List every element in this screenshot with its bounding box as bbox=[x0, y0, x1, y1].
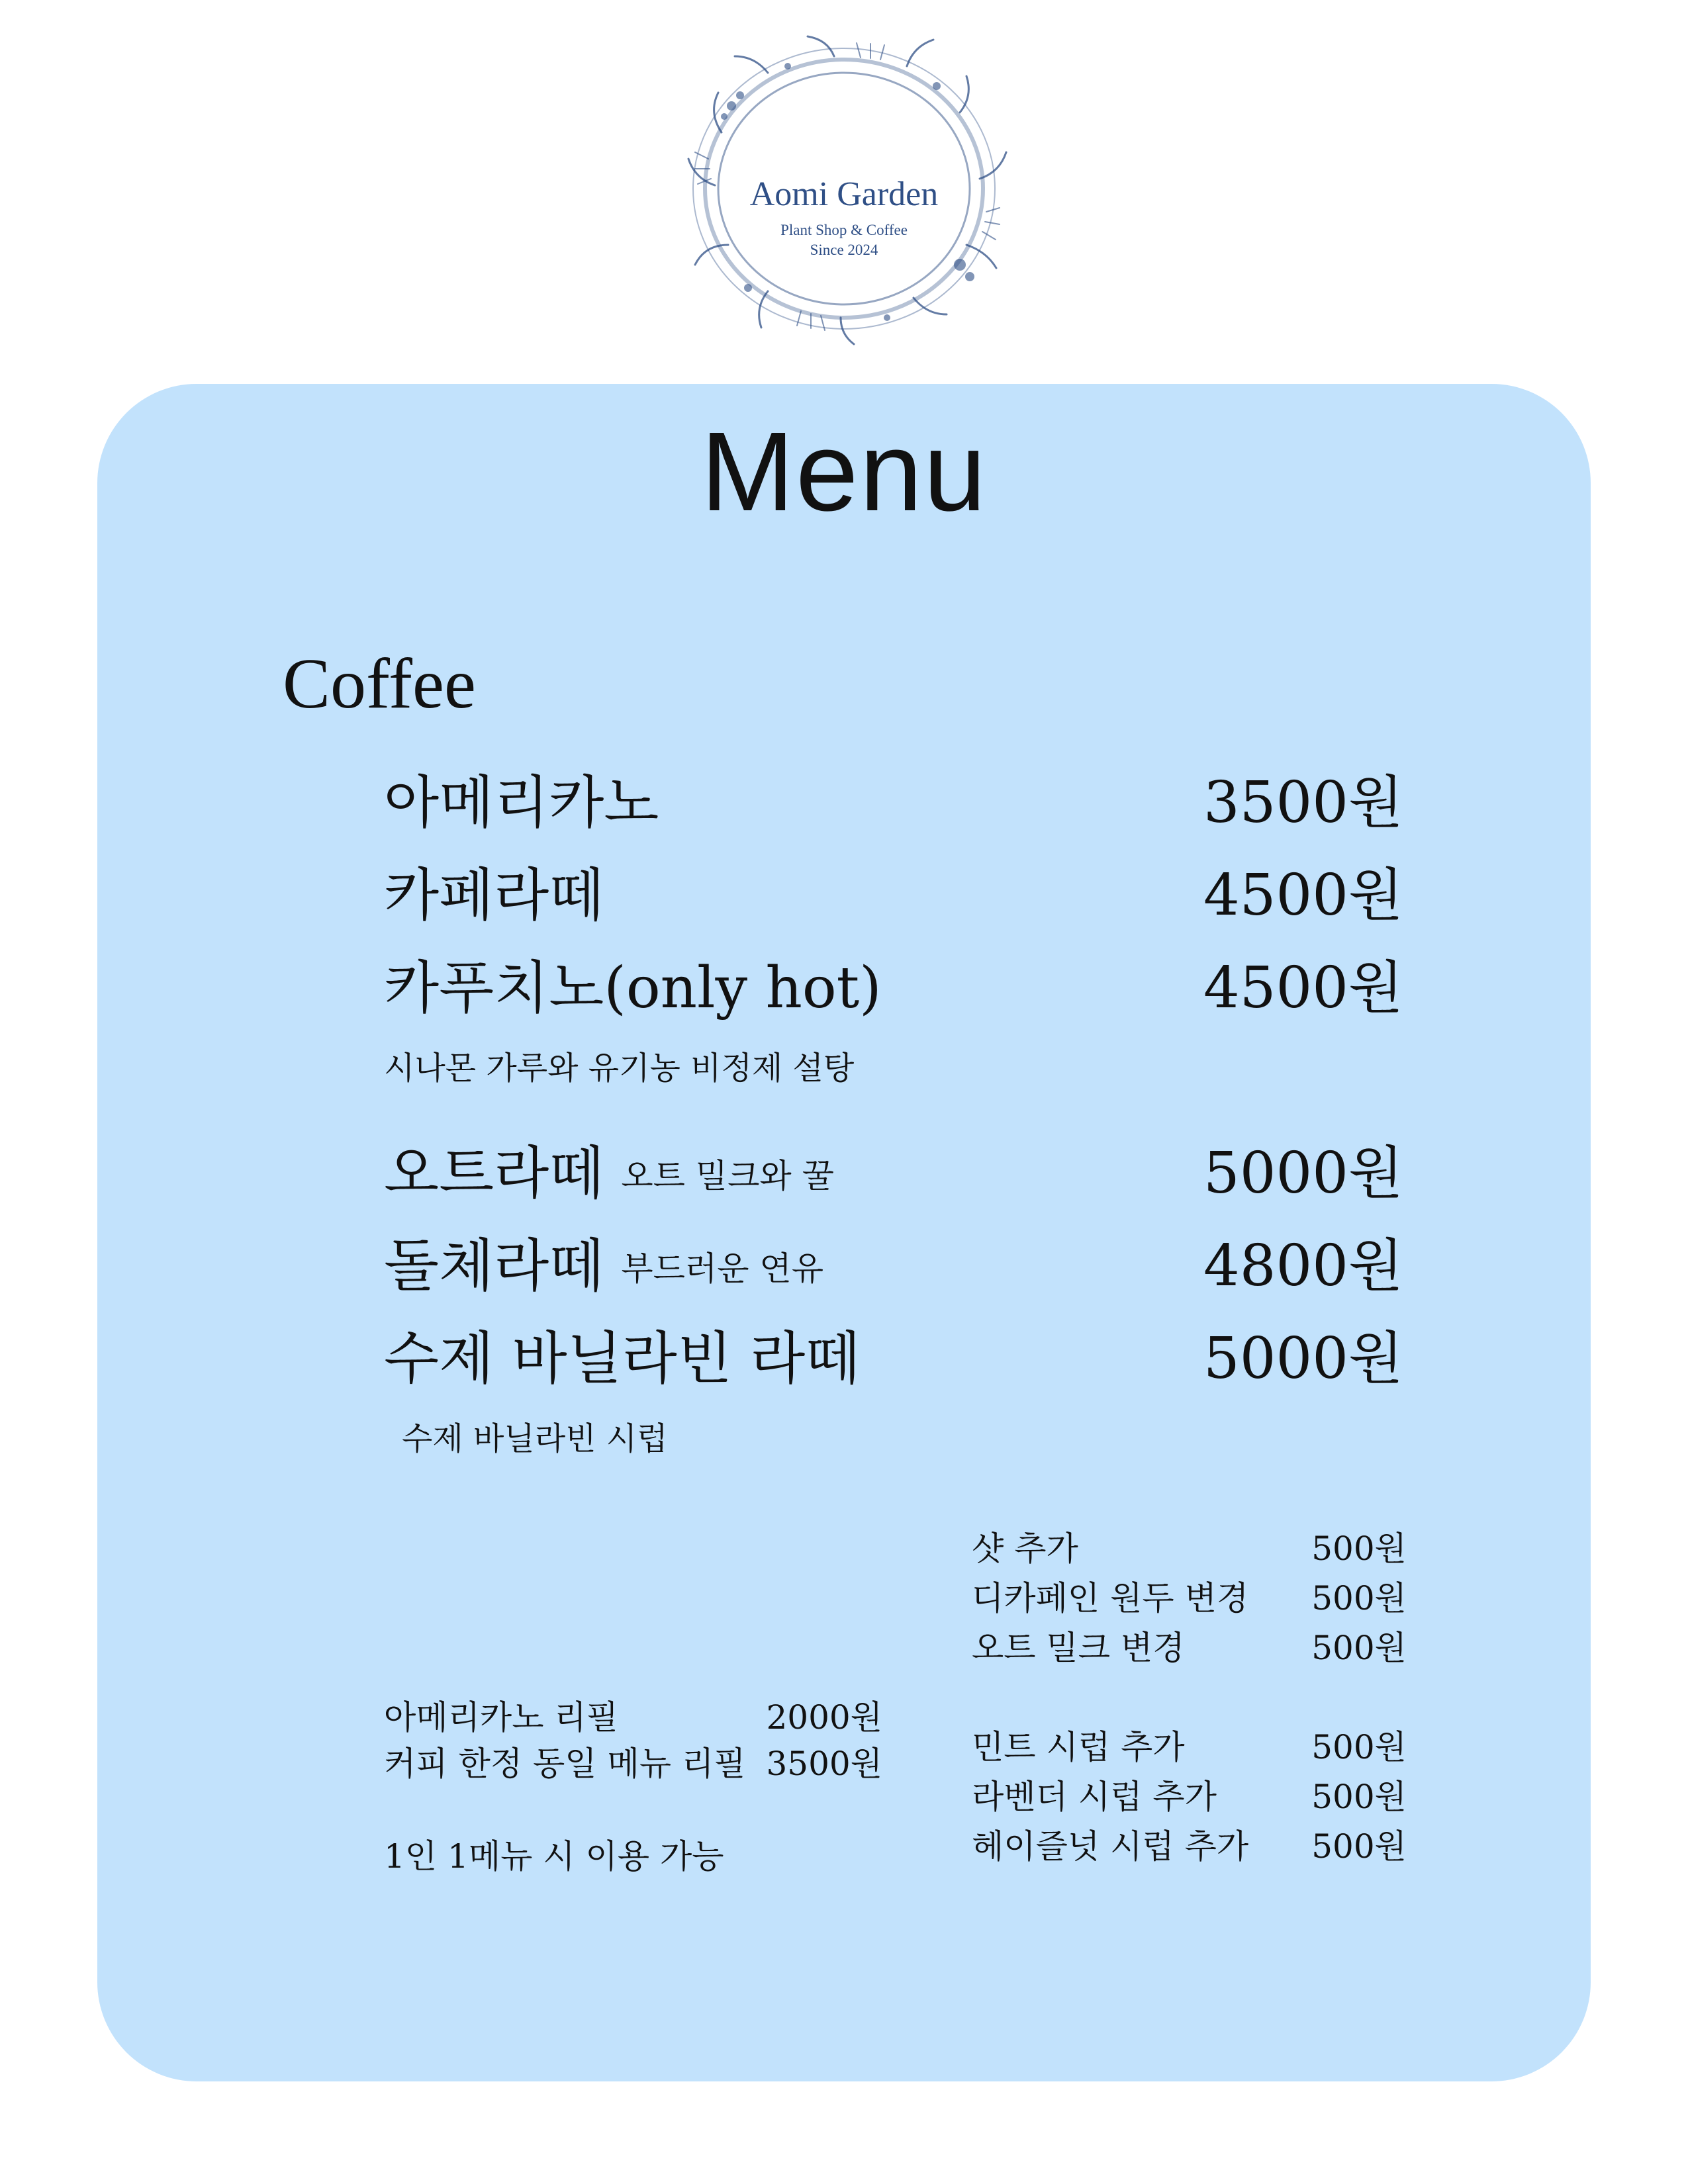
logo-subtitle: Plant Shop & Coffee bbox=[780, 222, 908, 238]
refill-note: 1인 1메뉴 시 이용 가능 bbox=[384, 1837, 724, 1876]
menu-item-price: 4800원 bbox=[1203, 1233, 1403, 1299]
menu-item-price: 3500원 bbox=[1203, 770, 1403, 836]
refill-item-price: 2000원 bbox=[766, 1698, 882, 1737]
menu-item-name: 카푸치노(only hot) bbox=[384, 955, 882, 1021]
section-title: Coffee bbox=[283, 645, 476, 723]
menu-item-price: 4500원 bbox=[1203, 862, 1403, 929]
option-price: 500원 bbox=[1311, 1827, 1407, 1866]
menu-item-description: 시나몬 가루와 유기농 비정제 설탕 bbox=[384, 1050, 855, 1087]
menu-item-price: 5000원 bbox=[1203, 1326, 1403, 1392]
refill-item-name: 커피 한정 동일 메뉴 리필 bbox=[384, 1745, 746, 1783]
menu-item-description: 수제 바닐라빈 시럽 bbox=[402, 1420, 668, 1457]
menu-item-price: 5000원 bbox=[1203, 1140, 1403, 1206]
menu-item-note: 오트 밀크와 꿀 bbox=[621, 1157, 834, 1195]
menu-item-price: 4500원 bbox=[1203, 955, 1403, 1021]
refill-item-name: 아메리카노 리필 bbox=[384, 1698, 618, 1737]
option-price: 500원 bbox=[1311, 1579, 1407, 1617]
menu-item-name: 오트라떼 오트 밀크와 꿀 bbox=[384, 1140, 834, 1206]
option-name: 샷 추가 bbox=[972, 1529, 1078, 1568]
option-price: 500원 bbox=[1311, 1778, 1407, 1816]
option-price: 500원 bbox=[1311, 1629, 1407, 1667]
menu-item-name: 수제 바닐라빈 라떼 bbox=[384, 1326, 861, 1392]
option-name: 민트 시럽 추가 bbox=[972, 1728, 1185, 1766]
refill-item-price: 3500원 bbox=[766, 1745, 882, 1783]
menu-item-name: 카페라떼 bbox=[384, 862, 604, 929]
logo-name: Aomi Garden bbox=[749, 175, 939, 213]
option-name: 라벤더 시럽 추가 bbox=[972, 1778, 1217, 1816]
logo-since: Since 2024 bbox=[810, 242, 878, 258]
option-price: 500원 bbox=[1311, 1529, 1407, 1568]
menu-item-note: 부드러운 연유 bbox=[621, 1250, 824, 1288]
menu-item-name: 돌체라떼 부드러운 연유 bbox=[384, 1233, 824, 1299]
page-title: Menu bbox=[700, 409, 988, 535]
wreath-logo-icon bbox=[669, 26, 1019, 351]
option-name: 오트 밀크 변경 bbox=[972, 1629, 1185, 1667]
option-price: 500원 bbox=[1311, 1728, 1407, 1766]
menu-item-name: 아메리카노 bbox=[384, 770, 659, 836]
logo bbox=[669, 26, 1019, 351]
option-name: 디카페인 원두 변경 bbox=[972, 1579, 1249, 1617]
option-name: 헤이즐넛 시럽 추가 bbox=[972, 1827, 1249, 1866]
